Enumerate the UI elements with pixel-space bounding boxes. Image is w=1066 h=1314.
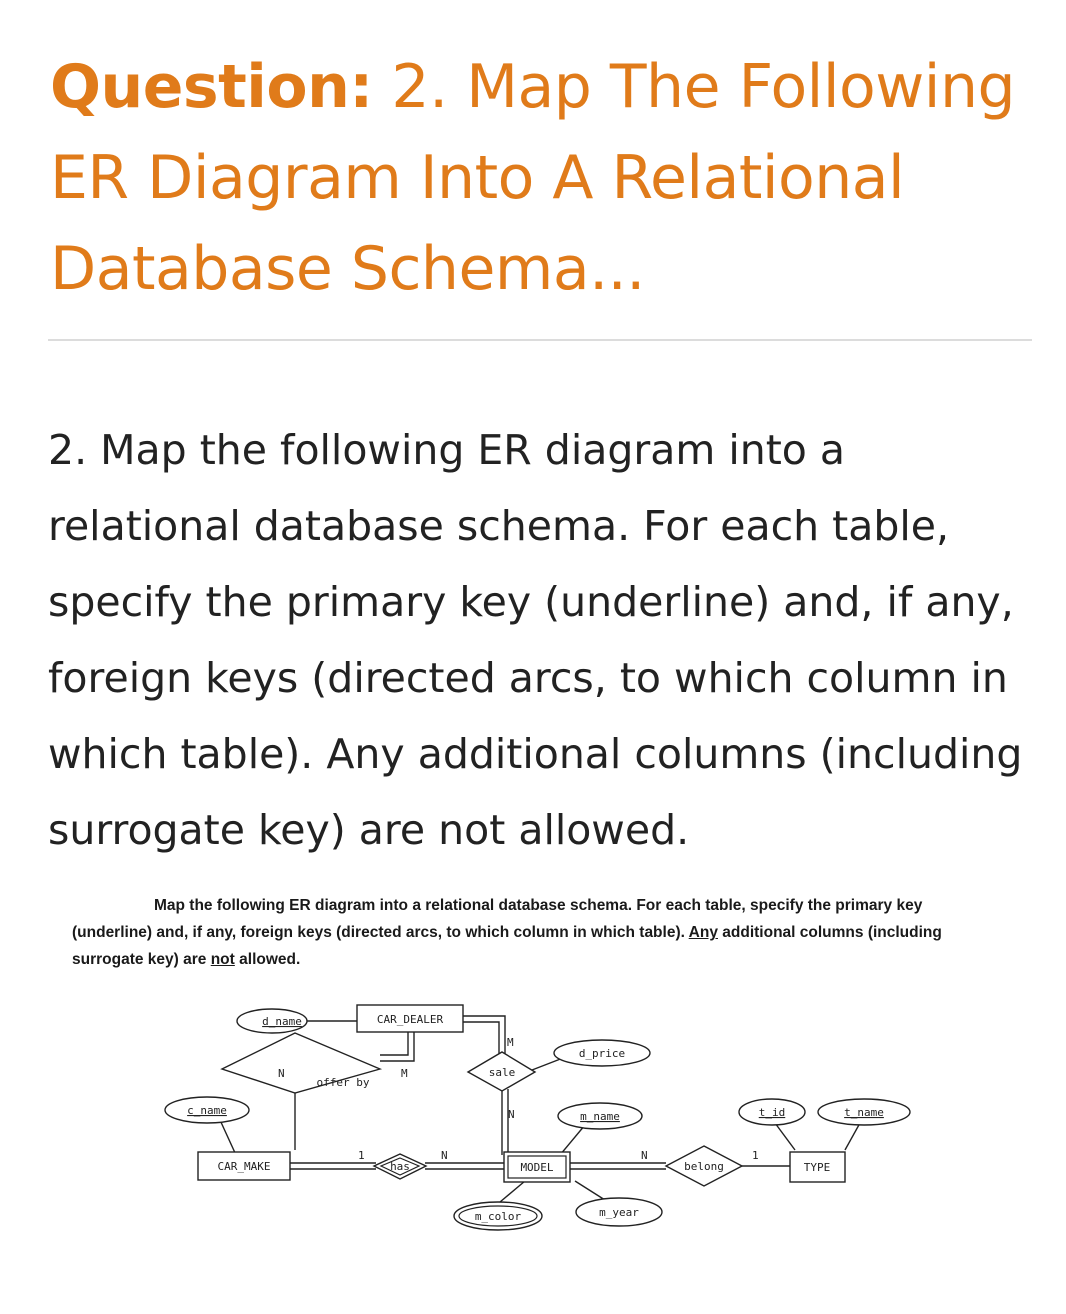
attribute-m-year-label: m_year	[599, 1206, 639, 1219]
attribute-t-id	[739, 1099, 805, 1125]
cardinality-belong-type: 1	[752, 1149, 759, 1162]
entity-car-make	[198, 1152, 290, 1180]
attribute-t-name-label: t_name	[844, 1106, 884, 1119]
attribute-m-color-label: m_color	[474, 1210, 522, 1223]
cardinality-has-model: N	[441, 1149, 448, 1162]
caption-not: not	[210, 951, 235, 968]
attribute-t-name	[818, 1099, 910, 1125]
relationship-belong	[666, 1146, 742, 1186]
attribute-m-year	[576, 1198, 662, 1226]
relationship-sale-label: sale	[488, 1066, 516, 1079]
attribute-m-name-label: m_name	[580, 1110, 620, 1123]
question-figure	[0, 880, 1066, 1314]
relationship-belong-label: belong	[684, 1160, 724, 1173]
question-title-text: 2. Map The Following ER Diagram Into A Relational Database Schema...	[50, 52, 1016, 304]
caption-part-1: Map the following ER diagram into a relational database schema. For each table, specify the primary key (underline) and, if any, foreign keys (directed arcs, to which column in which table).	[72, 897, 923, 941]
attribute-c-name-label: c_name	[187, 1104, 227, 1117]
cardinality-belong-model: N	[641, 1149, 648, 1162]
relationship-offer-by	[222, 1033, 380, 1093]
entity-type-label: TYPE	[803, 1161, 831, 1174]
caption-any: Any	[688, 924, 718, 941]
entity-model-label: MODEL	[520, 1161, 554, 1174]
question-label: Question:	[50, 52, 373, 122]
divider	[48, 339, 1032, 341]
caption-part-2: additional columns (including surrogate key) are	[72, 924, 942, 968]
entity-type	[790, 1152, 845, 1182]
attribute-d-price	[554, 1040, 650, 1066]
relationship-offer-by-label: offer by	[316, 1076, 370, 1089]
cardinality-offer-by-dealer: M	[401, 1067, 408, 1080]
attribute-d-name-label: d_name	[262, 1015, 302, 1028]
entity-model	[504, 1152, 570, 1182]
relationship-has-label: has	[390, 1160, 410, 1173]
cardinality-offer-by-make: N	[278, 1067, 285, 1080]
attribute-d-price-label: d_price	[578, 1047, 626, 1060]
caption-part-3: allowed.	[239, 951, 301, 968]
question-body: 2. Map the following ER diagram into a relational database schema. For each table, specify the primary key (underline) and, if any, foreign keys (directed arcs, to which column in which table). Any additional columns (including surrogate key) are not allowed.	[48, 426, 1023, 854]
relationship-has	[374, 1154, 426, 1179]
attribute-d-name	[237, 1009, 307, 1033]
entity-car-dealer-label: CAR_DEALER	[376, 1013, 444, 1026]
attribute-m-color	[454, 1202, 542, 1230]
entity-car-dealer	[357, 1005, 463, 1032]
question-title	[50, 42, 1040, 315]
cardinality-has-make: 1	[358, 1149, 365, 1162]
relationship-sale	[468, 1052, 535, 1091]
attribute-t-id-label: t_id	[758, 1106, 786, 1119]
cardinality-sale-dealer: M	[507, 1036, 514, 1049]
er-diagram	[0, 880, 1066, 1314]
entity-car-make-label: CAR_MAKE	[217, 1160, 271, 1173]
attribute-m-name	[558, 1103, 642, 1129]
cardinality-sale-model: N	[508, 1108, 515, 1121]
attribute-c-name	[165, 1097, 249, 1123]
